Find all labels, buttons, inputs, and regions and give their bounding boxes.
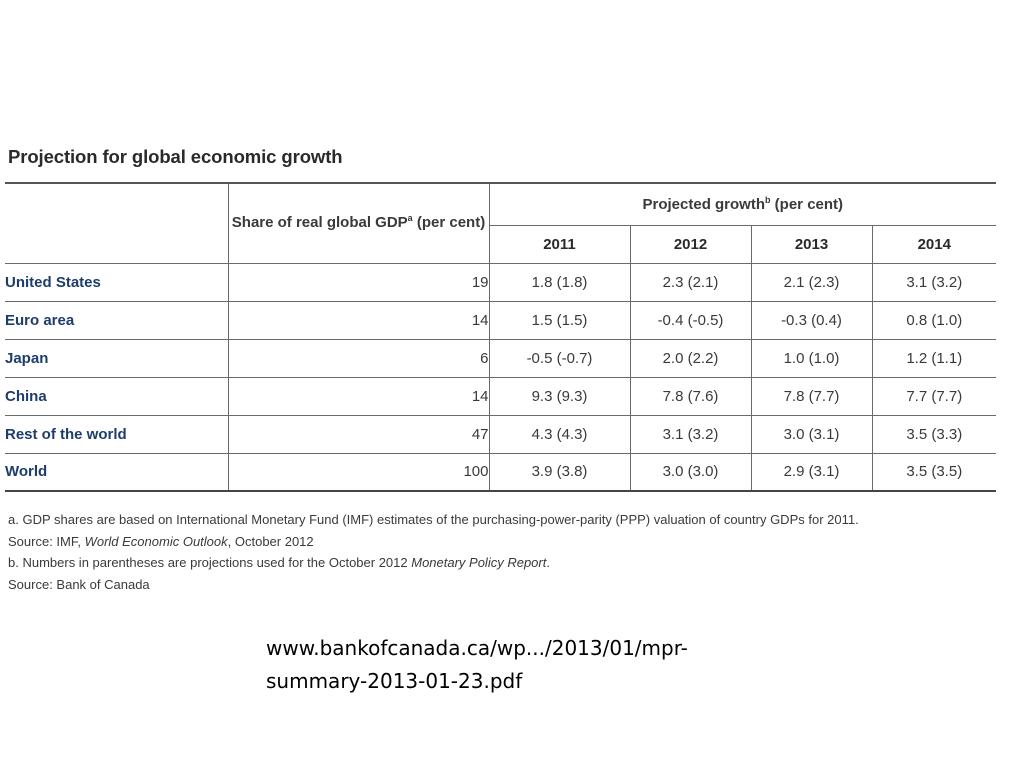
source-bank-of-canada: Source: Bank of Canada bbox=[8, 576, 150, 592]
growth-value: 1.0 (1.0) bbox=[751, 339, 872, 377]
growth-value: 7.8 (7.7) bbox=[751, 377, 872, 415]
year-header: 2012 bbox=[630, 225, 751, 263]
source-url-line-1: www.bankofcanada.ca/wp.../2013/01/mpr- bbox=[266, 636, 688, 660]
table-row bbox=[5, 301, 996, 339]
growth-value: 2.9 (3.1) bbox=[751, 453, 872, 491]
table-row bbox=[5, 415, 996, 453]
footnote-a-marker: a bbox=[407, 213, 413, 224]
growth-value: 9.3 (9.3) bbox=[489, 377, 630, 415]
year-header: 2014 bbox=[872, 225, 996, 263]
growth-value: 7.7 (7.7) bbox=[872, 377, 996, 415]
footnote-a: a. GDP shares are based on International Monetary Fund (IMF) estimates of the purchasing-power-parity (PPP) valuation of country GDPs for 2011. bbox=[8, 512, 859, 527]
table-title: Projection for global economic growth bbox=[8, 146, 343, 167]
growth-value: 7.8 (7.6) bbox=[630, 377, 751, 415]
share-value: 47 bbox=[228, 415, 489, 453]
growth-value: 0.8 (1.0) bbox=[872, 301, 996, 339]
source-url bbox=[266, 632, 688, 698]
share-value: 14 bbox=[228, 301, 489, 339]
corner-cell bbox=[5, 184, 228, 263]
footnote-b: b. Numbers in parentheses are projections used for the October 2012 Monetary Policy Report. bbox=[8, 555, 550, 570]
row-label: Rest of the world bbox=[5, 415, 228, 453]
growth-projection-table bbox=[5, 184, 996, 492]
row-label: Japan bbox=[5, 339, 228, 377]
share-column-header: Share of real global GDP$^a$ (per cent) bbox=[228, 184, 489, 263]
growth-value: 1.8 (1.8) bbox=[489, 263, 630, 301]
share-value: 14 bbox=[228, 377, 489, 415]
row-label: Euro area bbox=[5, 301, 228, 339]
growth-value: 3.1 (3.2) bbox=[630, 415, 751, 453]
share-value: 100 bbox=[228, 453, 489, 491]
row-label: China bbox=[5, 377, 228, 415]
table-row bbox=[5, 453, 996, 491]
growth-value: -0.5 (-0.7) bbox=[489, 339, 630, 377]
year-header: 2013 bbox=[751, 225, 872, 263]
row-label: United States bbox=[5, 263, 228, 301]
growth-value: 1.5 (1.5) bbox=[489, 301, 630, 339]
growth-value: 4.3 (4.3) bbox=[489, 415, 630, 453]
growth-value: 3.0 (3.0) bbox=[630, 453, 751, 491]
growth-value: 3.1 (3.2) bbox=[872, 263, 996, 301]
growth-value: 2.1 (2.3) bbox=[751, 263, 872, 301]
growth-value: -0.4 (-0.5) bbox=[630, 301, 751, 339]
growth-value: 3.5 (3.5) bbox=[872, 453, 996, 491]
growth-value: 3.9 (3.8) bbox=[489, 453, 630, 491]
year-header: 2011 bbox=[489, 225, 630, 263]
growth-value: 1.2 (1.1) bbox=[872, 339, 996, 377]
growth-value: -0.3 (0.4) bbox=[751, 301, 872, 339]
footnote-b-marker: b bbox=[765, 194, 771, 205]
growth-value: 2.3 (2.1) bbox=[630, 263, 751, 301]
projected-growth-header: Projected growth$^b$ (per cent) bbox=[489, 184, 996, 225]
table-footnotes bbox=[8, 509, 859, 595]
share-value: 6 bbox=[228, 339, 489, 377]
row-label: World bbox=[5, 453, 228, 491]
growth-value: 2.0 (2.2) bbox=[630, 339, 751, 377]
source-imf: Source: IMF, World Economic Outlook, October 2012 bbox=[8, 533, 314, 549]
source-url-line-2: summary-2013-01-23.pdf bbox=[266, 669, 523, 693]
table-row bbox=[5, 377, 996, 415]
share-value: 19 bbox=[228, 263, 489, 301]
growth-value: 3.5 (3.3) bbox=[872, 415, 996, 453]
table-row bbox=[5, 263, 996, 301]
table-row bbox=[5, 339, 996, 377]
growth-value: 3.0 (3.1) bbox=[751, 415, 872, 453]
